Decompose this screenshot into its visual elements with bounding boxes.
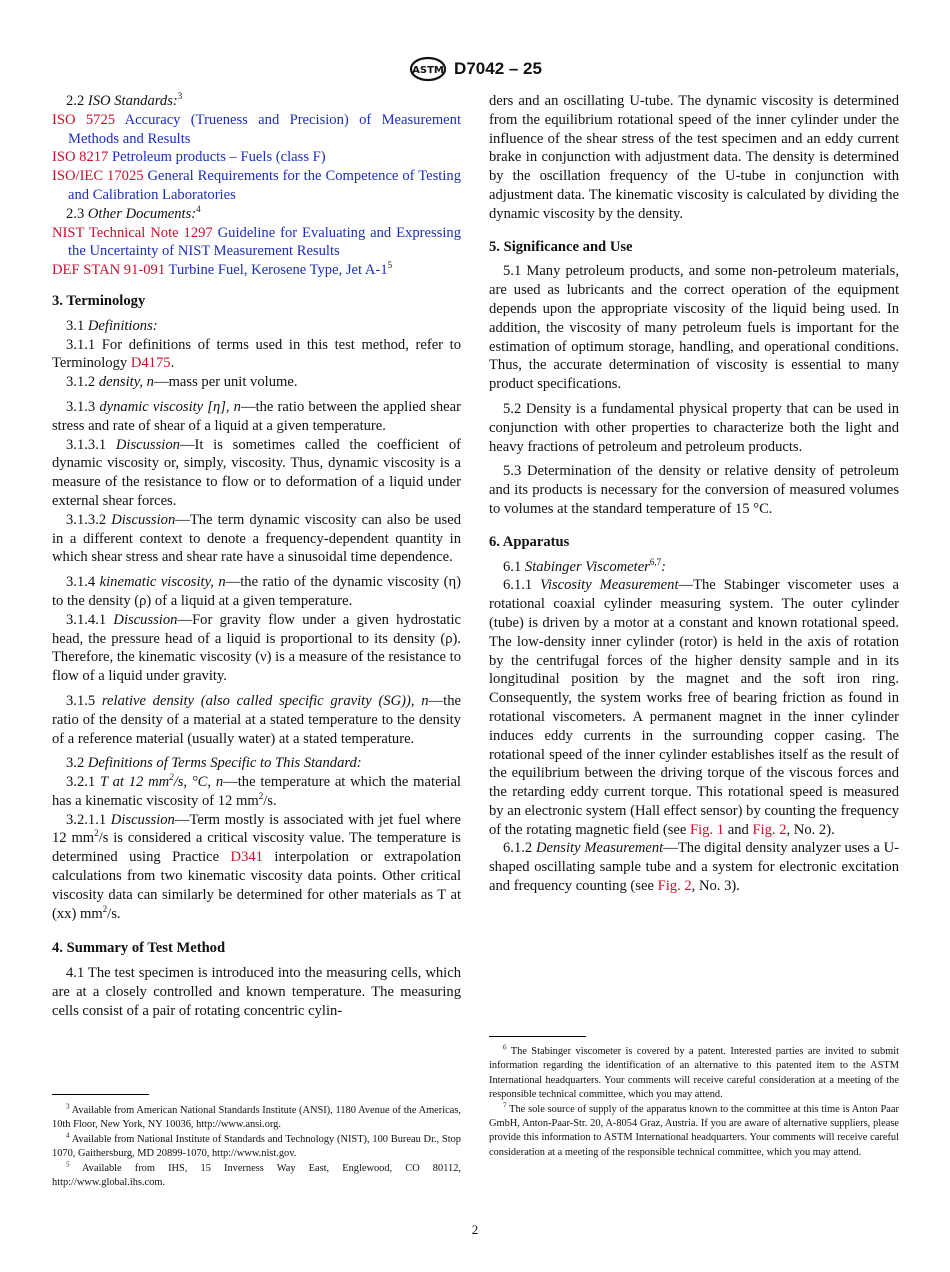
para-3-1: 3.1 Definitions:: [66, 317, 158, 334]
para-3-1-3-2: 3.1.3.2 Discussion—The term dynamic viscosity can also be used in a different context to denote a frequency-dependent quantity in which shear stress and shear rate have a sinusoidal time dependence.: [52, 511, 462, 566]
para-3-1-5: 3.1.5 relative density (also called specific gravity (SG)), n—the ratio of the density of a material at a stated temperature to the density of a reference material (usually water) at a stated temperature.: [52, 692, 461, 747]
link-fig-2[interactable]: Fig. 2: [752, 821, 787, 838]
para-3-1-1: 3.1.1 For definitions of terms used in this test method, refer to Terminology D4175.: [52, 336, 461, 372]
footnote-3: $^3$ Available from American National Standards Institute (ANSI), 1180 Avenue of the Americas, 10th Floor, New York, NY 10036, http://www.ansi.org.: [52, 1102, 461, 1131]
ref-def-stan[interactable]: DEF STAN 91-091 Turbine Fuel, Kerosene Type, Jet $A-1^5$: [52, 260, 393, 279]
astm-logo-icon: [408, 56, 448, 82]
para-3-2: 3.2 Definitions of Terms Specific to This Standard:: [66, 755, 362, 772]
footnote-5: $^5$ Available from IHS, 15 Inverness Way East, Englewood, CO 80112, http://www.global.ihs.com.: [52, 1160, 461, 1189]
ref-iso-8217[interactable]: ISO 8217 Petroleum products – Fuels (class F): [52, 149, 326, 166]
right-column: [489, 92, 899, 896]
para-5-2: 5.2 Density is a fundamental physical property that can be used in conjunction with other properties to characterize both the light and heavy fractions of petroleum and petroleum products.: [489, 400, 899, 455]
footnote-divider-right: [489, 1036, 586, 1037]
para-5-3: 5.3 Determination of the density or relative density of petroleum and its products is necessary for the conversion of measured volumes to volumes at the standard temperature of 15 °C.: [489, 463, 899, 517]
svg-text:ASTM: ASTM: [412, 65, 444, 76]
link-d4175[interactable]: D4175: [130, 355, 171, 372]
section-5-heading: 5. Significance and Use: [489, 238, 633, 255]
page-number: 2: [471, 1222, 479, 1237]
para-6-1-2: 6.1.2 Density Measurement—The digital density analyzer uses a U-shaped oscillating sample tube and a system for electronic excitation and frequency counting (see Fig. 2, No. 3).: [489, 840, 900, 895]
section-4-heading: 4. Summary of Test Method: [52, 940, 226, 957]
section-2-2-heading: 2.2 ISO Standards:$^3$: [66, 91, 183, 109]
para-4-1-continued: ders and an oscillating U-tube. The dynamic viscosity is determined from the equilibrium rotational speed of the inner cylinder under the influence of the shear stress of the test specimen and an eddy current brake in conjunction with adjustment data. The density is determined by the oscillation frequency of the U-tube in conjunction with adjustment data. The kinematic viscosity is calculated by dividing the dynamic viscosity by the density.: [489, 93, 899, 222]
ref-nist-1297[interactable]: NIST Technical Note 1297 Guideline for Evaluating and Expressing the Uncertainty of NIST Measurement Results: [52, 224, 461, 260]
para-3-1-3-1: 3.1.3.1 Discussion—It is sometimes called the coefficient of dynamic viscosity or, simply, viscosity. Thus, dynamic viscosity is a measure of the resistance to flow or to deformation of a liquid under external shear forces.: [52, 436, 461, 509]
footnote-6: $^6$ The Stabinger viscometer is covered by a patent. Interested parties are invited to submit information regarding the identification of an alternative to this patented item to the ASTM International headquarters. Your comments will receive careful consideration at a meeting of the responsible technical committee, which you may attend.: [489, 1043, 899, 1101]
section-2-3-heading: 2.3 Other Documents:$^4$: [66, 203, 201, 222]
para-3-2-1: 3.2.1 T at 12 $mm^2/s$, °C, n—the temperature at which the material has a kinematic viscosity of 12 $mm^2/s$.: [52, 772, 461, 809]
left-column: [52, 92, 461, 1021]
para-6-1-1: 6.1.1 Viscosity Measurement—The Stabinger viscometer uses a rotational coaxial cylinder measuring system. The outer cylinder (tube) is driven by a motor at a constant and known rotational speed. The low-density inner cylinder (rotor) is held in the axis of rotation by the centrifugal forces of the higher density sample and in its longitudinal position by the magnet and the soft iron ring. Consequently, the system works free of bearing friction as found in rotational viscometers. A permanent magnet in the inner cylinder induces eddy currents in the surrounding copper casing. The rotational speed of the inner cylinder establishes itself as the result of the equilibrium between the driving torque of the viscous forces and the retarding eddy current torque. This rotational speed is measured by an electronic system (Hall effect sensor) by counting the frequency of the rotating magnetic field (see Fig. 1 and Fig. 2, No. 2).: [489, 577, 899, 838]
para-3-1-4: 3.1.4 kinematic viscosity, n—the ratio of the dynamic viscosity (η) to the density (ρ) of a liquid at a given temperature.: [52, 574, 461, 609]
para-4-1: 4.1 The test specimen is introduced into the measuring cells, which are at a closely controlled and known temperature. The measuring cells consist of a pair of rotating concentric cylin-: [52, 965, 461, 1019]
ref-iso-5725[interactable]: ISO 5725 Accuracy (Trueness and Precision) of Measurement Methods and Results: [52, 111, 461, 147]
footnote-4: $^4$ Available from National Institute of Standards and Technology (NIST), 100 Bureau Dr., Stop 1070, Gaithersburg, MD 20899-1070, http://www.nist.gov.: [52, 1131, 461, 1160]
para-3-1-3: 3.1.3 dynamic viscosity [η], n—the ratio between the applied shear stress and rate of shear of a liquid at a given temperature.: [52, 398, 461, 434]
section-3-heading: 3. Terminology: [52, 292, 146, 309]
para-3-1-2: 3.1.2 density, n—mass per unit volume.: [66, 374, 298, 391]
standard-designation: D7042 – 25: [454, 59, 542, 78]
para-3-2-1-1: 3.2.1.1 Discussion—Term mostly is associated with jet fuel where 12 $mm^2/s$ is considered a critical viscosity value. The temperature is determined using Practice D341 interpolation or extrapolation calculations from two kinematic viscosity data points. Other critical viscosity data can similarly be determined for other materials as T at (xx) $mm^2/s$.: [52, 811, 461, 922]
footnote-7: $^7$ The sole source of supply of the apparatus known to the committee at this time is Anton Paar GmbH, Anton-Paar-Str. 20, A-8054 Graz, Austria. If you are aware of alternative suppliers, please provide this information to ASTM International headquarters. Your comments will receive careful consideration at a meeting of the responsible technical committee, which you may attend.: [489, 1101, 899, 1158]
footnotes-left: [52, 1104, 461, 1190]
link-fig-2-b[interactable]: Fig. 2: [657, 878, 692, 895]
footnote-divider-left: [52, 1094, 149, 1095]
para-3-1-4-1: 3.1.4.1 Discussion—For gravity flow under a given hydrostatic head, the pressure head of a liquid is proportional to its density (ρ). Therefore, the kinematic viscosity (ν) is a measure of the resistance to flow of a liquid under gravity.: [52, 611, 461, 685]
link-d341[interactable]: D341: [230, 849, 263, 866]
page-header: [0, 56, 950, 82]
para-6-1: 6.1 Stabinger Viscometer$^{6,7}$:: [503, 556, 666, 575]
section-6-heading: 6. Apparatus: [489, 533, 570, 550]
footnotes-right: [489, 1045, 899, 1160]
link-fig-1[interactable]: Fig. 1: [690, 821, 725, 838]
para-5-1: 5.1 Many petroleum products, and some non-petroleum materials, are used as lubricants and the correct operation of the equipment depends upon the appropriate viscosity of the liquid being used. In addition, the viscosity of many petroleum fuels is important for the estimation of optimum storage, handling, and operational conditions. Thus, the accurate determination of viscosity is essential to many product specifications.: [489, 263, 899, 393]
ref-iso-17025[interactable]: ISO/IEC 17025 General Requirements for the Competence of Testing and Calibration Laboratories: [52, 168, 461, 203]
